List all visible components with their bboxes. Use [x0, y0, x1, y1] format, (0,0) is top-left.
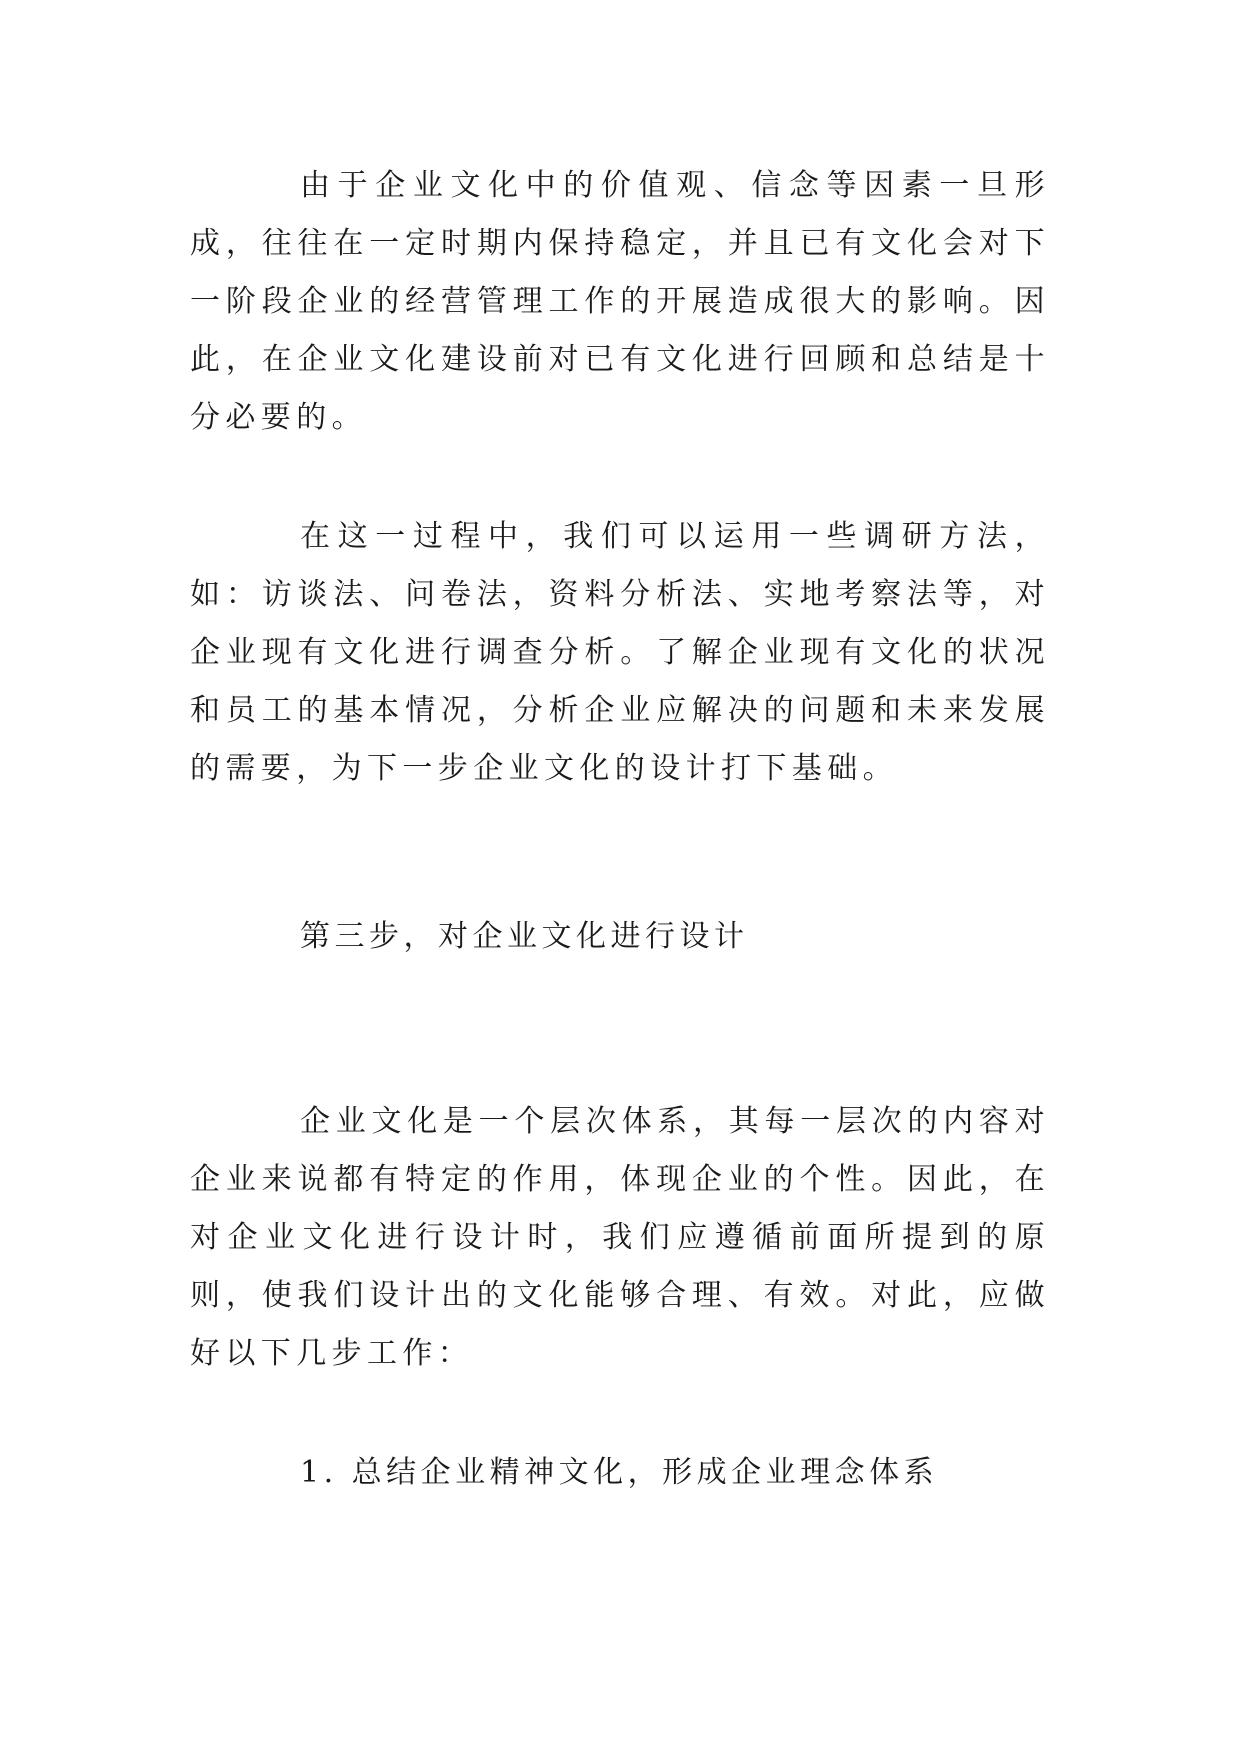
body-paragraph: 企业文化是一个层次体系，其每一层次的内容对企业来说都有特定的作用，体现企业的个性。因此，在对企业文化进行设计时，我们应遵循前面所提到的原则，使我们设计出的文化能够合理、有效。对此，应做好以下几步工作： — [190, 1104, 1050, 1371]
body-paragraph: 由于企业文化中的价值观、信念等因素一旦形成，往往在一定时期内保持稳定，并且已有文化会对下一阶段企业的经营管理工作的开展造成很大的影响。因此，在企业文化建设前对已有文化进行回顾和总结是十分必要的。 — [190, 168, 1050, 435]
subsection-heading: 1. 总结企业精神文化，形成企业理念体系 — [300, 1455, 939, 1490]
section-heading: 第三步，对企业文化进行设计 — [300, 919, 749, 954]
body-paragraph: 在这一过程中，我们可以运用一些调研方法，如：访谈法、问卷法，资料分析法、实地考察法等，对企业现有文化进行调查分析。了解企业现有文化的状况和员工的基本情况，分析企业应解决的问题和未来发展的需要，为下一步企业文化的设计打下基础。 — [190, 519, 1050, 786]
